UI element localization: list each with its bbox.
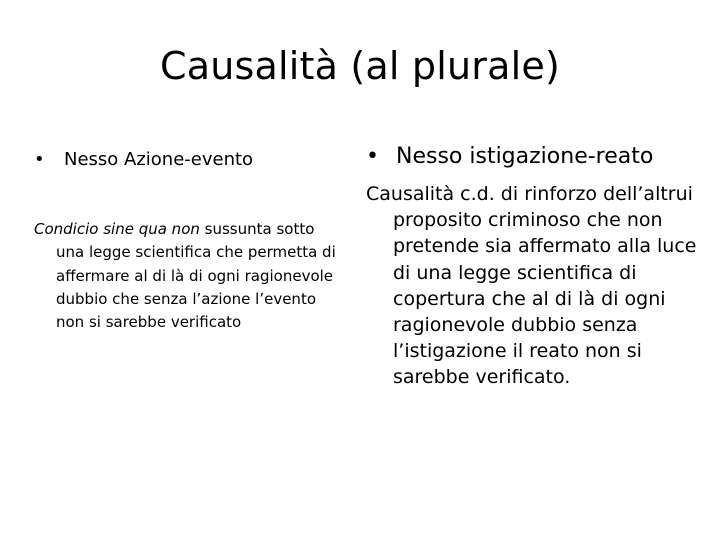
left-body-text [34, 218, 344, 334]
bullet-dot-icon: • [34, 149, 45, 170]
left-bullet-text: Nesso Azione-evento [64, 149, 254, 170]
right-bullet [366, 144, 702, 169]
left-body-rest: sussunta sotto una legge scientifica che permetta di affermare al di là di ogni ragionevole dubbio che senza l’azione l’evento non si sarebbe verificato [56, 220, 336, 332]
right-column [366, 144, 702, 410]
bullet-dot-icon: • [366, 144, 379, 169]
left-bullet [34, 149, 344, 170]
right-bullet-text: Nesso istigazione-reato [396, 144, 654, 169]
left-body-italic: Condicio sine qua non [34, 220, 200, 238]
left-column [34, 149, 344, 349]
right-body-text: Causalità c.d. di rinforzo dell’altrui proposito criminoso che non pretende sia affermato alla luce di una legge scientifica di copertura che al di là di ogni ragionevole dubbio senza l’istigazione il reato non si sarebbe verificato. [366, 183, 697, 389]
slide-title: Causalità (al plurale) [160, 44, 560, 88]
